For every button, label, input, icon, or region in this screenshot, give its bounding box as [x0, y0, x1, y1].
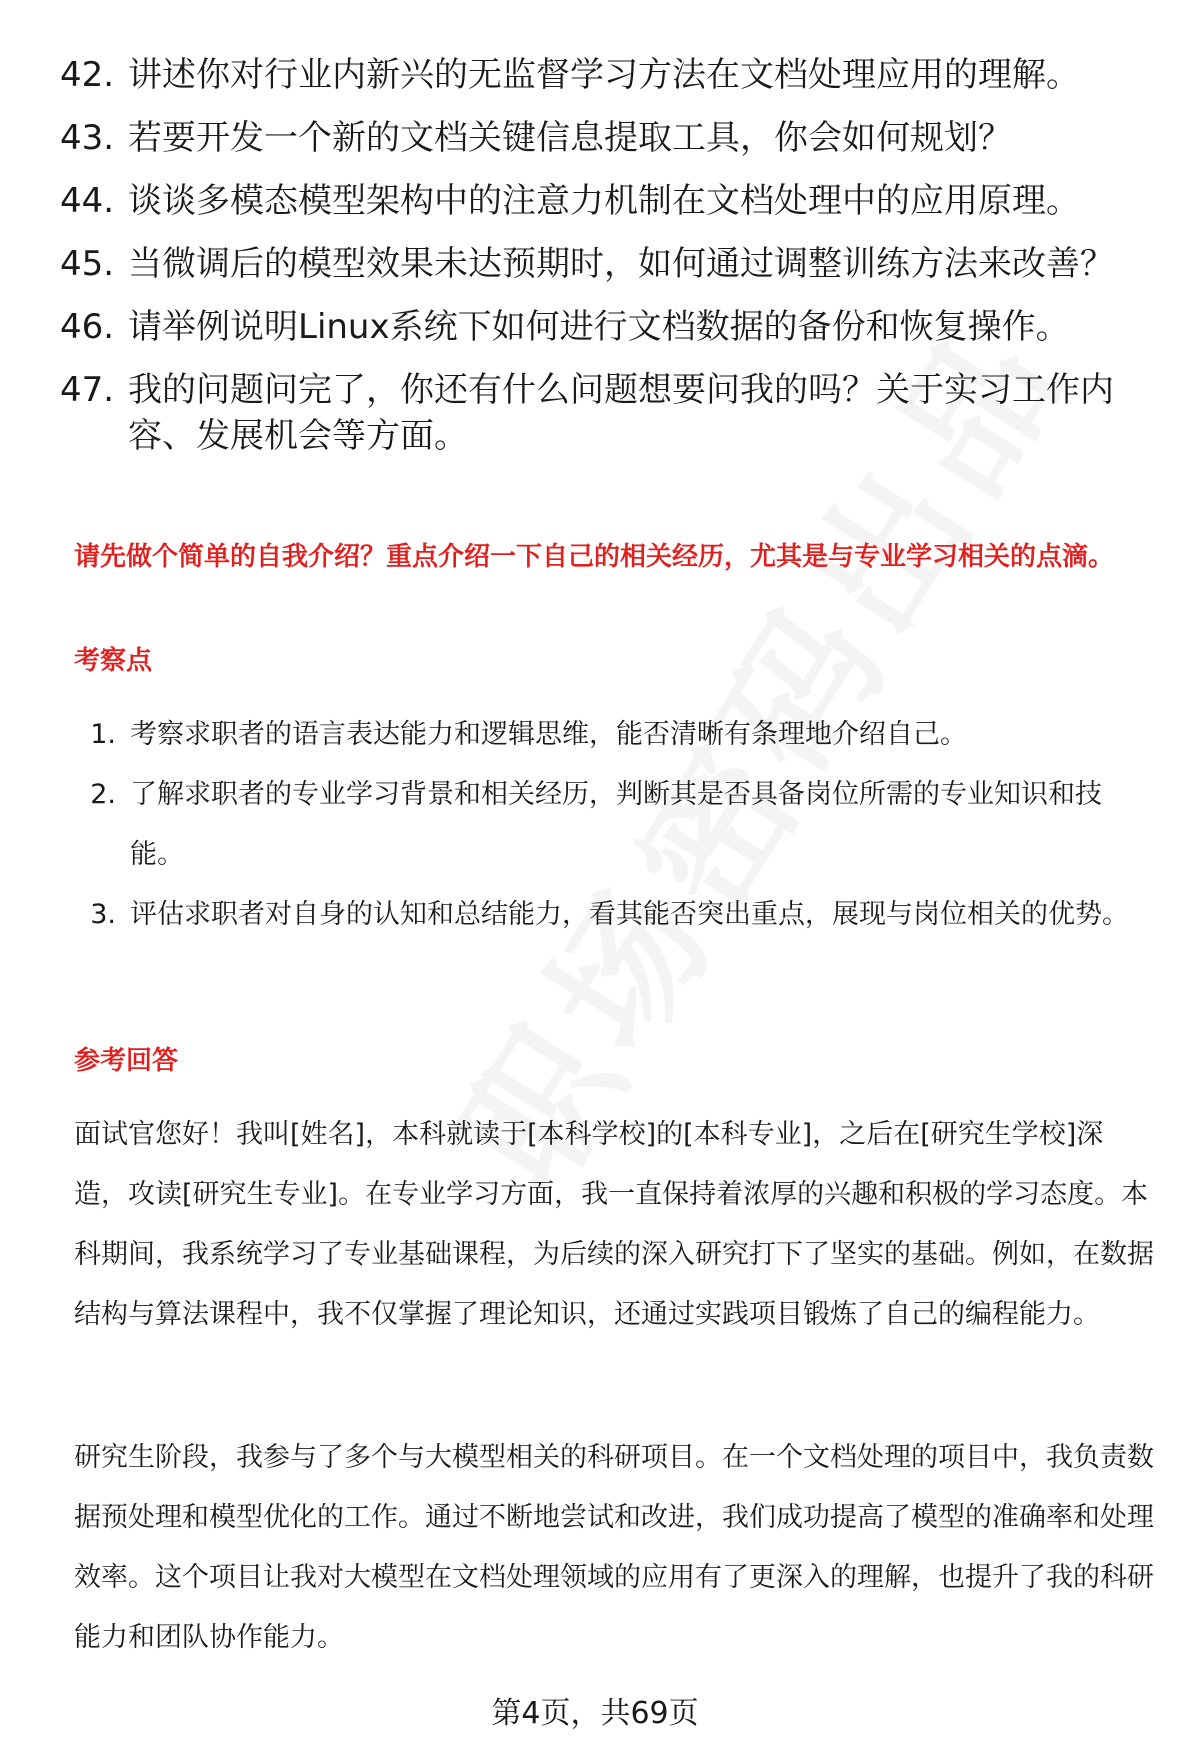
focus-item-number: 1.	[90, 719, 116, 750]
answer-paragraph: 面试官您好！我叫[姓名]，本科就读于[本科学校]的[本科专业]，之后在[研究生学校]深造，攻读[研究生专业]。在专业学习方面，我一直保持着浓厚的兴趣和积极的学习态度。本科期间，我系统学习了专业基础课程，为后续的深入研究打下了坚实的基础。例如，在数据结构与算法课程中，我不仅掌握了理论知识，还通过实践项目锻炼了自己的编程能力。	[74, 1119, 1154, 1330]
focus-list	[74, 705, 1154, 945]
question-item	[60, 178, 1150, 224]
focus-item-text: 评估求职者对自身的认知和总结能力，看其能否突出重点，展现与岗位相关的优势。	[130, 899, 1129, 930]
question-number: 42.	[60, 55, 115, 95]
question-title: 请先做个简单的自我介绍？重点介绍一下自己的相关经历，尤其是与专业学习相关的点滴。	[74, 542, 1115, 572]
answer-heading-block	[74, 1040, 1154, 1077]
focus-item	[74, 765, 1154, 885]
question-title-block	[74, 538, 1154, 576]
question-item	[60, 367, 1150, 459]
question-number: 47.	[60, 370, 115, 410]
focus-item-number: 2.	[90, 779, 116, 810]
question-item	[60, 115, 1150, 161]
focus-heading-block	[74, 640, 1154, 677]
focus-item-text: 了解求职者的专业学习背景和相关经历，判断其是否具备岗位所需的专业知识和技能。	[130, 779, 1102, 870]
page-footer: 第4页，共69页	[491, 1696, 699, 1731]
answer-paragraph-1-block	[74, 1105, 1154, 1345]
question-number: 44.	[60, 181, 115, 221]
question-item	[60, 52, 1150, 98]
focus-heading: 考察点	[74, 646, 153, 676]
question-text: 请举例说明Linux系统下如何进行文档数据的备份和恢复操作。	[128, 307, 1070, 347]
question-number: 43.	[60, 118, 115, 158]
question-list	[60, 52, 1150, 476]
answer-paragraph-2-block	[74, 1428, 1154, 1668]
answer-paragraph: 研究生阶段，我参与了多个与大模型相关的科研项目。在一个文档处理的项目中，我负责数据预处理和模型优化的工作。通过不断地尝试和改进，我们成功提高了模型的准确率和处理效率。这个项目让我对大模型在文档处理领域的应用有了更深入的理解，也提升了我的科研能力和团队协作能力。	[74, 1442, 1154, 1653]
question-number: 46.	[60, 307, 115, 347]
question-text: 当微调后的模型效果未达预期时，如何通过调整训练方法来改善？	[128, 244, 1114, 284]
focus-item	[74, 885, 1154, 945]
focus-item	[74, 705, 1154, 765]
focus-item-number: 3.	[90, 899, 116, 930]
question-number: 45.	[60, 244, 115, 284]
question-text: 讲述你对行业内新兴的无监督学习方法在文档处理应用的理解。	[128, 55, 1080, 95]
question-item	[60, 241, 1150, 287]
question-text: 若要开发一个新的文档关键信息提取工具，你会如何规划？	[128, 118, 1012, 158]
focus-item-text: 考察求职者的语言表达能力和逻辑思维，能否清晰有条理地介绍自己。	[130, 719, 967, 750]
answer-heading: 参考回答	[74, 1046, 179, 1076]
question-text: 我的问题问完了，你还有什么问题想要问我的吗？关于实习工作内容、发展机会等方面。	[128, 370, 1114, 456]
question-item	[60, 304, 1150, 350]
question-text: 谈谈多模态模型架构中的注意力机制在文档处理中的应用原理。	[128, 181, 1080, 221]
